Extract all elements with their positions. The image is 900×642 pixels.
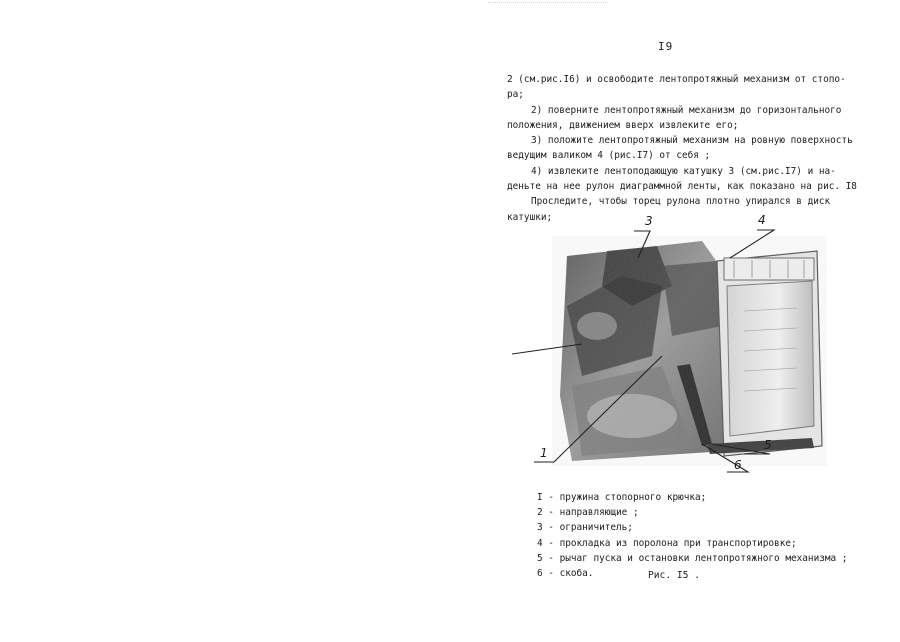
mechanism-photo-drawing xyxy=(512,216,842,486)
legend-item: I - пружина стопорного крючка; xyxy=(537,492,707,503)
figure-legend xyxy=(537,490,847,581)
callout-6: 6 xyxy=(734,458,742,472)
scan-artifact xyxy=(488,2,608,13)
legend-item: 6 - скоба. xyxy=(537,568,594,580)
legend-item: 2 - направляющие ; xyxy=(537,507,639,519)
mechanism-photo xyxy=(512,213,842,486)
callout-5: 5 xyxy=(764,438,772,452)
text-line: ведущим валиком 4 (рис.I7) от себя ; xyxy=(507,150,711,162)
text-line: 2) поверните лентопротяжный механизм до горизонтального xyxy=(531,104,842,116)
text-line: ра; xyxy=(507,89,524,101)
text-line: 2 (см.рис.I6) и освободите лентопротяжный механизм от стопо- xyxy=(507,74,846,85)
callout-1: 1 xyxy=(540,446,548,460)
text-line: положения, движением вверх извлеките его; xyxy=(507,119,739,131)
text-line: катушки; xyxy=(507,211,553,223)
instruction-paragraph xyxy=(507,72,857,225)
callout-3: 3 xyxy=(645,214,653,228)
text-line: 3) положите лентопротяжный механизм на ровную поверхность xyxy=(531,135,853,147)
figure-caption: Рис. I5 . xyxy=(648,570,700,581)
text-line: деньте на нее рулон диаграммной ленты, как показано на рис. I8 xyxy=(507,181,857,193)
text-line: 4) извлеките лентоподающую катушку 3 (см.рис.I7) и на- xyxy=(531,165,836,177)
callout-4: 4 xyxy=(758,213,766,227)
legend-item: 5 - рычаг пуска и остановки лентопротяжного механизма ; xyxy=(537,552,848,564)
legend-item: 3 - ограничитель; xyxy=(537,522,633,534)
text-line: Проследите, чтобы торец рулона плотно упирался в диск xyxy=(531,196,831,208)
page-number: I9 xyxy=(658,40,674,53)
legend-item: 4 - прокладка из поролона при транспортировке; xyxy=(537,537,797,549)
